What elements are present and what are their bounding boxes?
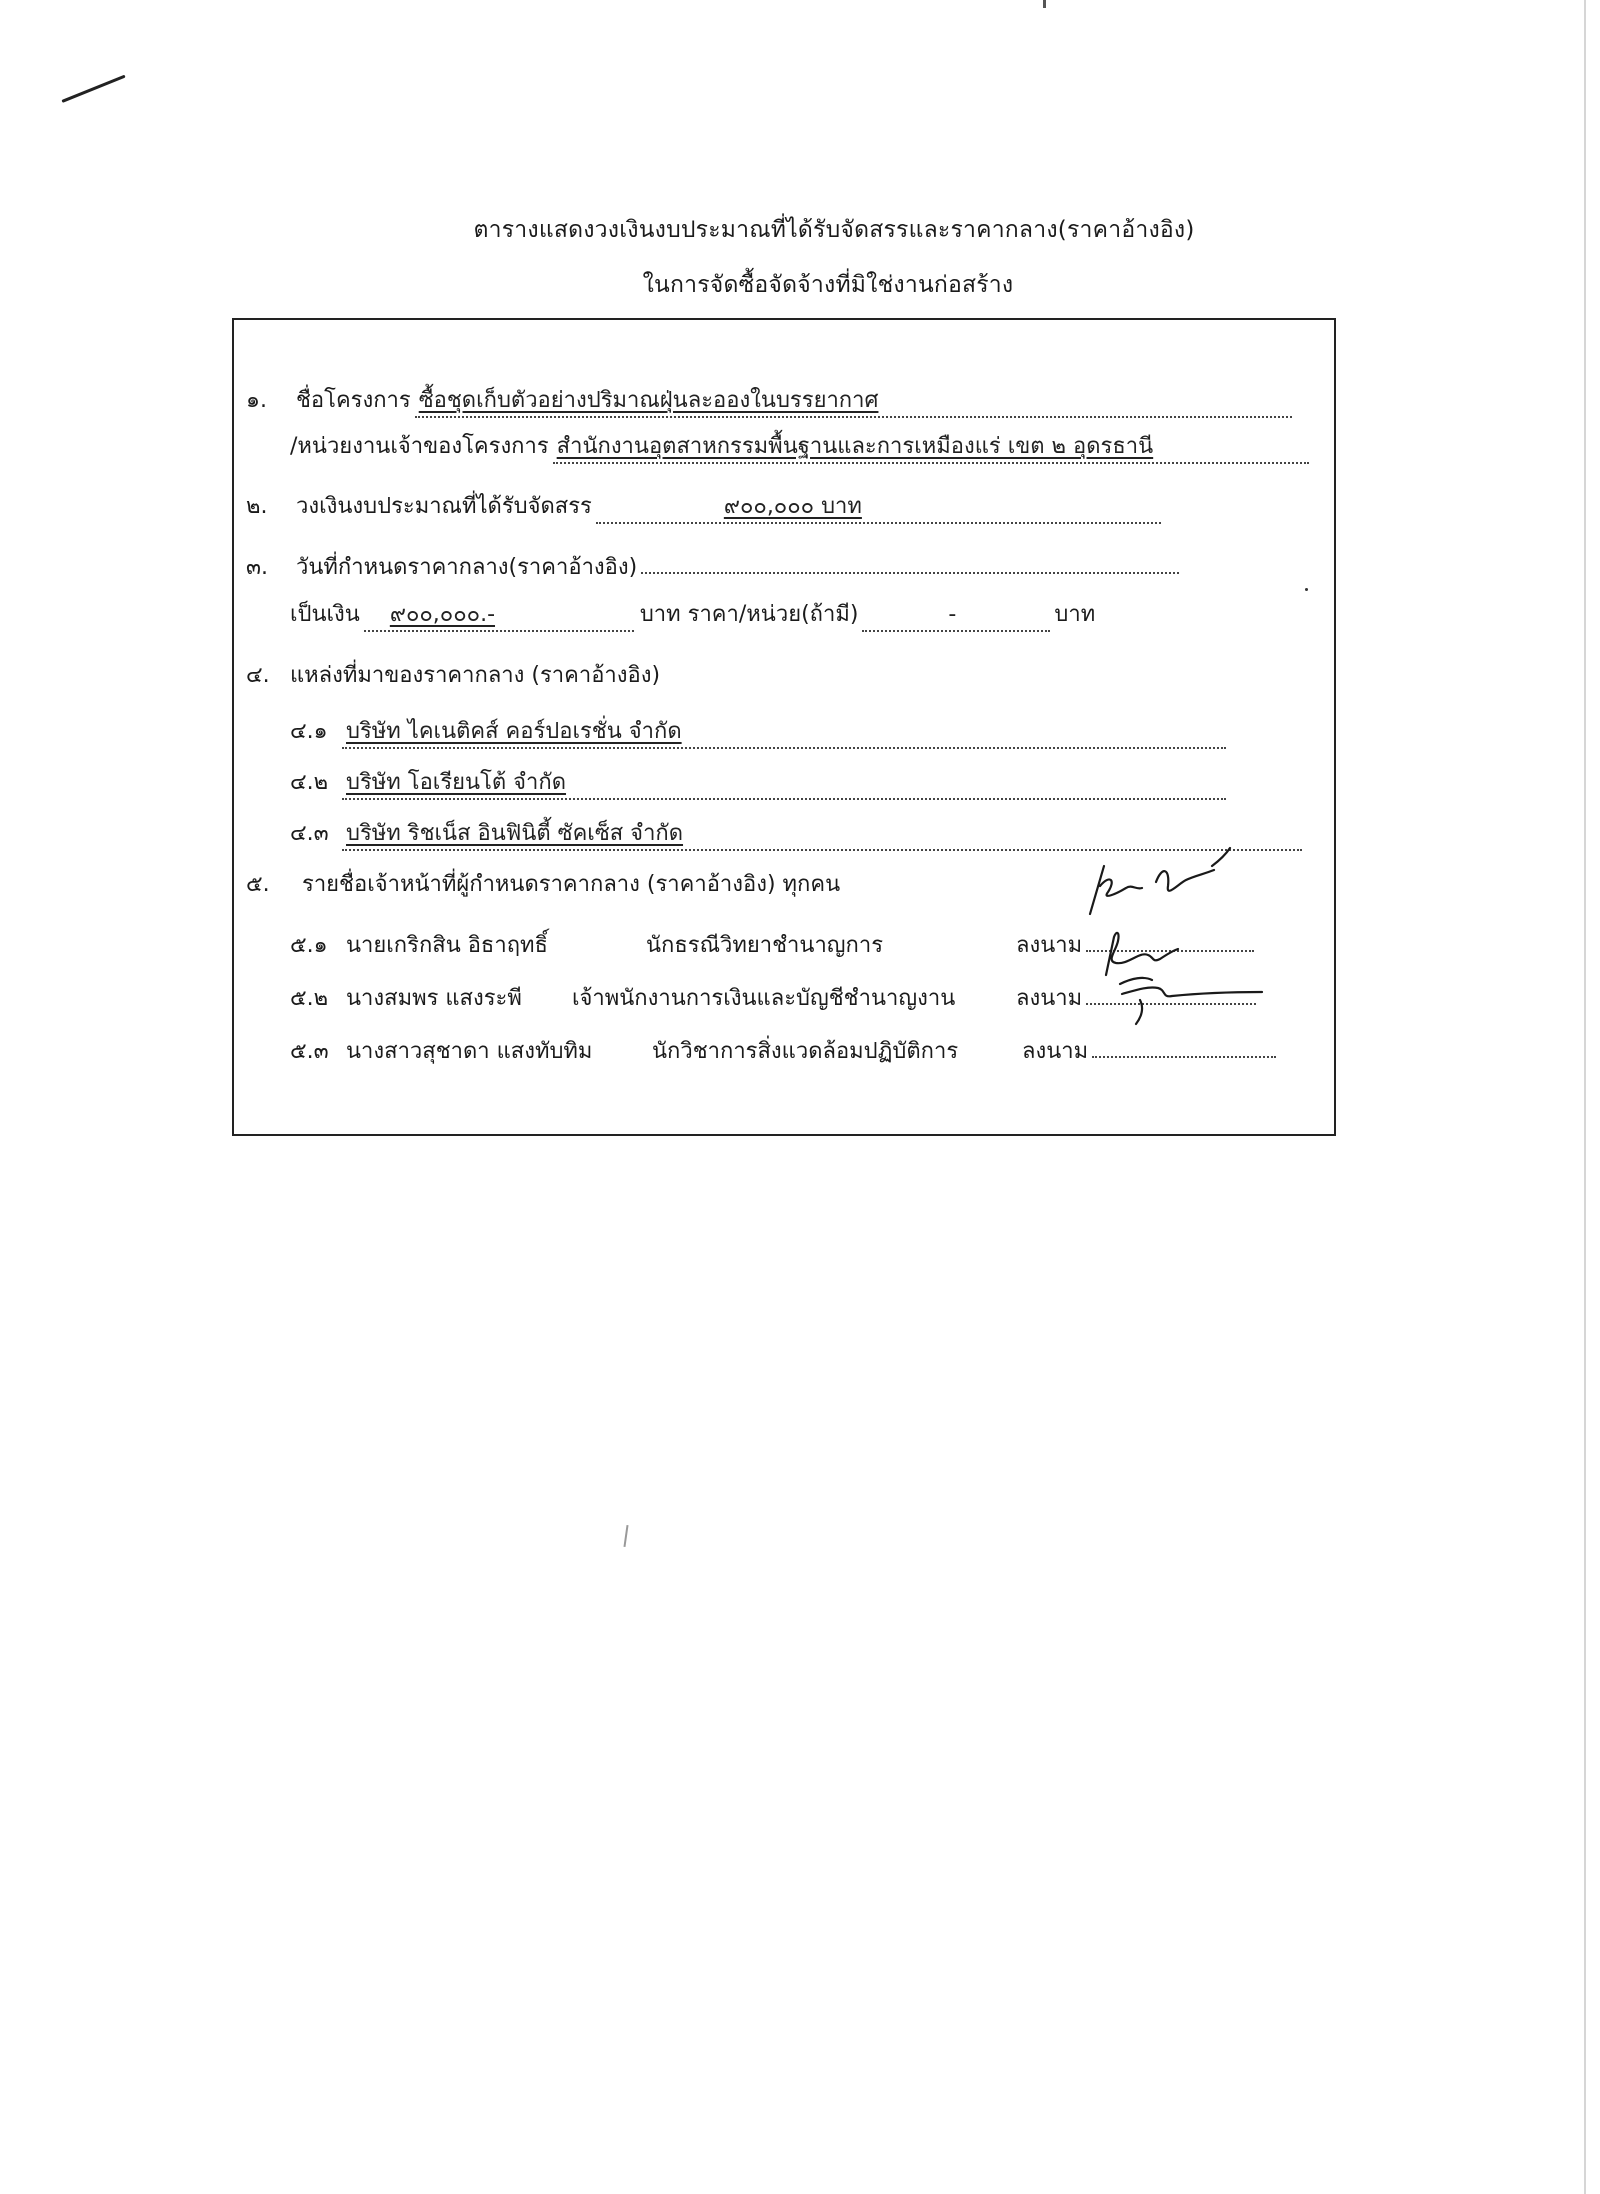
officer-name: นายเกริกสิน อิธาฤทธิ์ [346,933,548,958]
signature-mark [1086,888,1254,948]
sign-label: ลงนาม [1022,1039,1089,1064]
item1-row [246,386,1292,418]
item4-row [246,661,660,691]
officer-name: นางสาวสุชาดา แสงทับทิม [346,1039,593,1064]
source-name: บริษัท ไคเนติคส์ คอร์ปอเรชั่น จำกัด [346,719,682,744]
unit-price-field [862,600,1050,632]
signature-mark [1092,994,1276,1054]
amount-value: ๙๐๐,๐๐๐.- [389,602,496,627]
item1-label: ชื่อโครงการ [296,388,411,413]
item3-row [246,553,1179,583]
item3-label: วันที่กำหนดราคากลาง(ราคาอ้างอิง) [296,555,638,580]
document-title: ตารางแสดงวงเงินงบประมาณที่ได้รับจัดสรรและราคากลาง(ราคาอ้างอิง) [473,217,1195,243]
item3-amount-row [290,600,1095,632]
officer-number: ๕.๒ [290,986,329,1011]
item1-agency-row [290,432,1309,464]
signature [1092,1028,1276,1058]
pen-mark [61,75,125,103]
officer-position: เจ้าพนักงานการเงินและบัญชีชำนาญงาน [572,986,956,1011]
source-name: บริษัท โอเรียนโต้ จำกัด [346,770,567,795]
project-name: ซื้อชุดเก็บตัวอย่างปริมาณฝุ่นละอองในบรรยากาศ [418,388,879,413]
source-row [290,819,1302,851]
officer-number: ๕.๑ [290,933,328,958]
item3-number: ๓. [246,555,269,580]
source-name: บริษัท ริชเน็ส อินฟินิตี้ ซัคเซ็ส จำกัด [346,821,684,846]
source-field [342,717,1226,749]
officer-number: ๕.๓ [290,1039,329,1064]
unit-suffix: บาท [1054,602,1096,627]
scan-mark [1043,0,1046,8]
document-subtitle: ในการจัดซื้อจัดจ้างที่มิใช่งานก่อสร้าง [642,272,1014,298]
officer-name: นางสมพร แสงระพี [346,986,522,1011]
agency-field [553,432,1309,464]
officer-row [290,1028,1276,1067]
officer-position: นักวิชาการสิ่งแวดล้อมปฏิบัติการ [652,1039,959,1064]
agency-label: /หน่วยงานเจ้าของโครงการ [290,434,549,459]
unit-price-value: - [948,602,957,627]
sign-label: ลงนาม [1016,986,1083,1011]
source-number: ๔.๒ [290,770,329,795]
item5-label: รายชื่อเจ้าหน้าที่ผู้กำหนดราคากลาง (ราคาอ้างอิง) ทุกคน [302,872,841,897]
item2-label: วงเงินงบประมาณที่ได้รับจัดสรร [296,494,592,519]
stray-mark [623,1525,628,1547]
source-number: ๔.๓ [290,821,329,846]
item4-label: แหล่งที่มาของราคากลาง (ราคาอ้างอิง) [290,663,661,688]
source-number: ๔.๑ [290,719,328,744]
amount-label: เป็นเงิน [290,602,360,627]
unit-price-label: บาท ราคา/หน่วย(ถ้ามี) [639,602,859,627]
sign-label: ลงนาม [1016,933,1083,958]
source-field [342,768,1226,800]
reference-date-field [641,572,1179,574]
project-name-field [415,386,1292,418]
agency-name: สำนักงานอุตสาหกรรมพื้นฐานและการเหมืองแร่ เขต ๒ อุดรธานี [556,434,1154,459]
source-row [290,768,1226,800]
item5-row [246,870,840,900]
source-field [342,819,1302,851]
scan-edge [1584,0,1586,2194]
budget-field [596,492,1161,524]
item5-number: ๕. [246,872,270,897]
item2-number: ๒. [246,494,268,519]
budget-amount: ๙๐๐,๐๐๐ บาท [723,494,862,519]
item1-number: ๑. [246,388,267,413]
source-row [290,717,1226,749]
officer-position: นักธรณีวิทยาชำนาญการ [646,933,884,958]
amount-field [364,600,634,632]
item4-number: ๔. [246,663,270,688]
item2-row [246,492,1161,524]
